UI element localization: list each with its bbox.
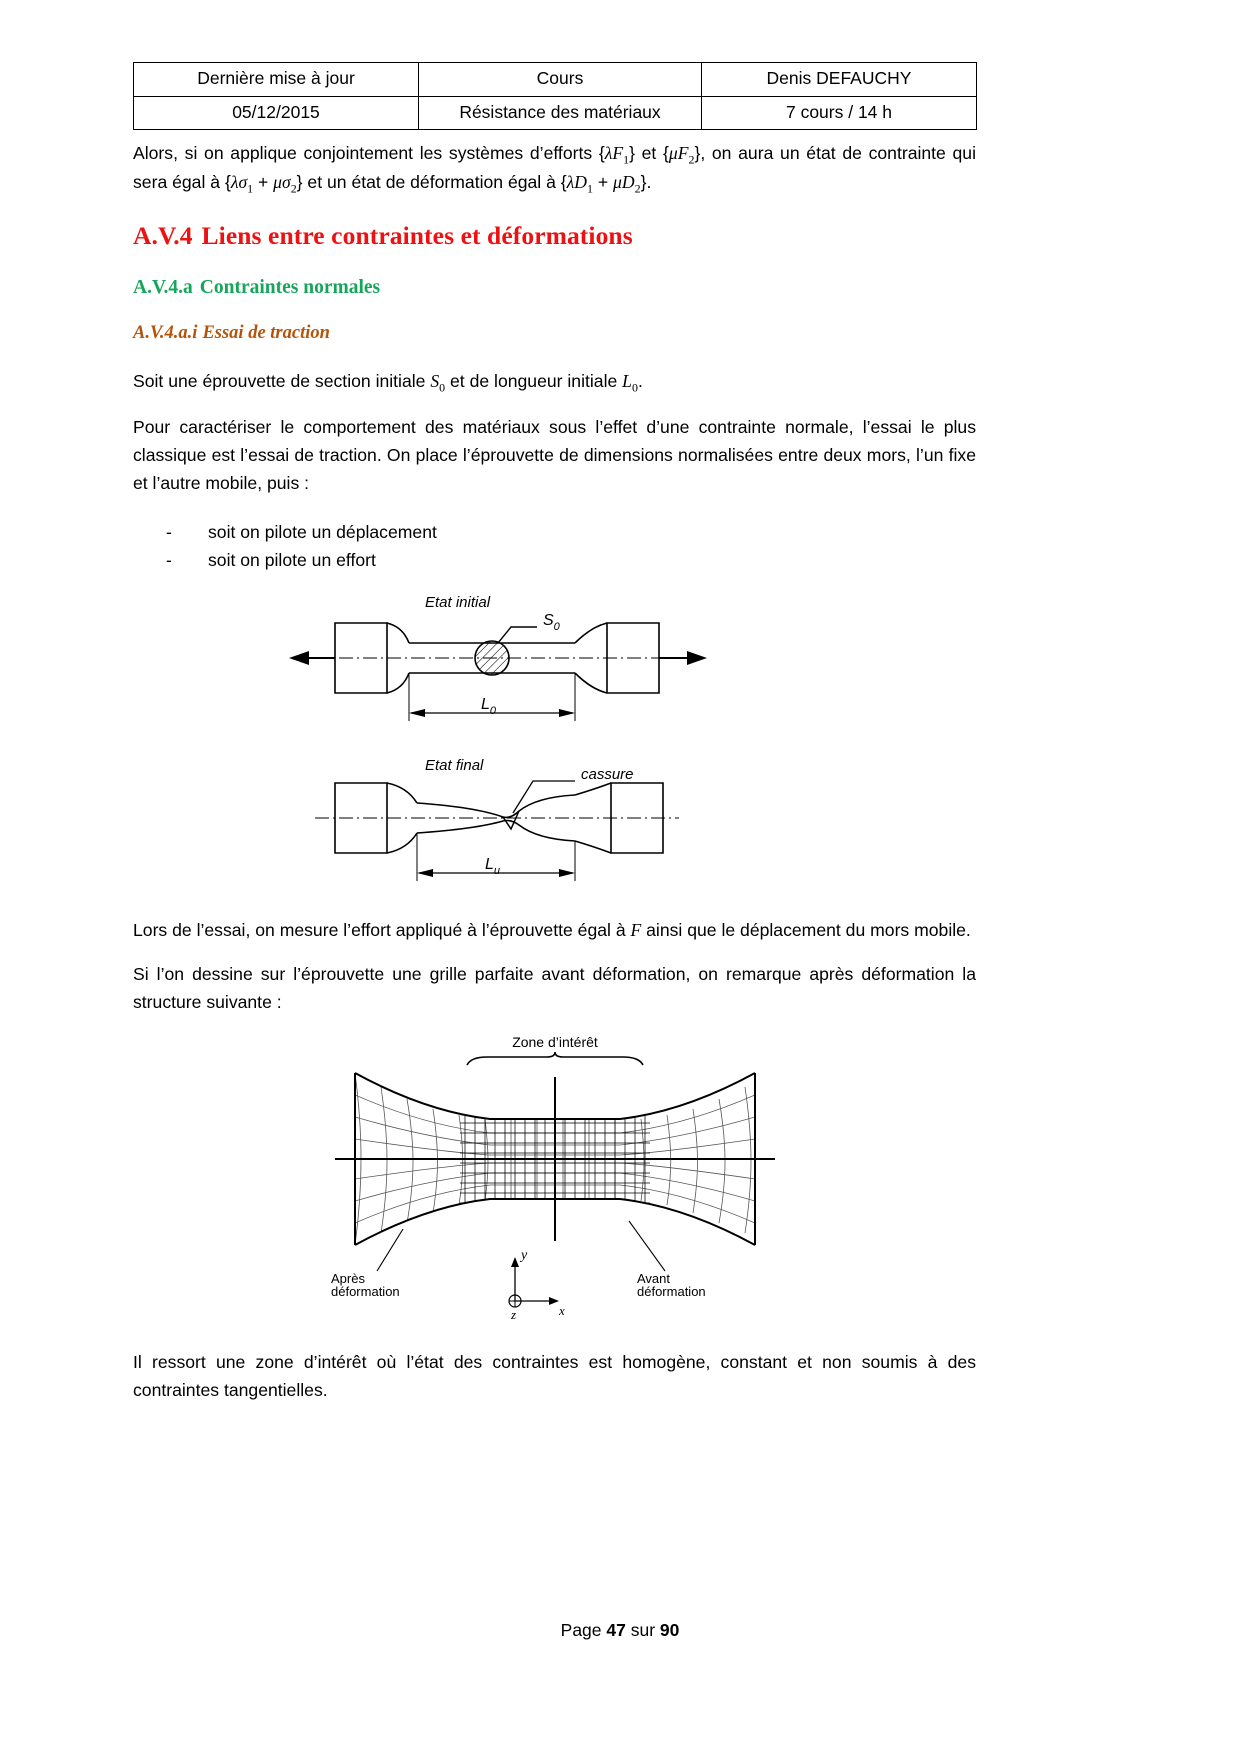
header-cell-course-value: Résistance des matériaux [419, 96, 702, 130]
axis-label-y: y [520, 1248, 527, 1264]
header-cell-author: Denis DEFAUCHY [702, 63, 977, 97]
brace-icon [467, 1052, 643, 1065]
page-footer [0, 1620, 1240, 1641]
dash-bullet: - [166, 550, 172, 571]
axis-label-z: z [510, 1307, 516, 1323]
header-cell-last-update-label: Dernière mise à jour [134, 63, 419, 97]
list-item-label: soit on pilote un effort [208, 550, 376, 571]
header-cell-hours-value: 7 cours / 14 h [702, 96, 977, 130]
text-fragment: }. [640, 172, 652, 193]
leader-avant [629, 1221, 665, 1271]
math-lambda-sigma1: $\lambda\sigma_1$ [230, 172, 254, 196]
text-fragment: } et { [629, 143, 669, 163]
figure-label-l0: $L_0$ [480, 695, 496, 717]
figure-label-apres-deformation: Après déformation [330, 1271, 400, 1300]
math-lambda-f1: $\lambda F_1$ [604, 143, 630, 167]
text-fragment: Soit une éprouvette de section initiale [133, 370, 431, 391]
math-l0: $L_0$ [622, 370, 638, 395]
text-fragment: ainsi que le déplacement du mors mobile. [641, 919, 971, 940]
footer-total-pages: 90 [659, 1620, 680, 1640]
figure-label-s0: $S_0$ [542, 611, 560, 633]
header-cell-course-label: Cours [419, 63, 702, 97]
math-mu-sigma2: $\mu\sigma_2$ [273, 172, 297, 196]
leader-apres [377, 1229, 403, 1271]
figure-grille-wrapper [133, 1033, 976, 1323]
dash-bullet: - [166, 521, 172, 542]
section-heading-level2 [133, 221, 976, 251]
list-item [133, 518, 976, 547]
subsection-number: A.V.4.a [133, 276, 193, 298]
section-heading-level3 [133, 277, 976, 299]
document-content [133, 140, 976, 1422]
list-item [133, 546, 976, 575]
figure-label-etat-initial: Etat initial [424, 593, 490, 611]
figure-tensile-specimen [275, 585, 835, 895]
text-fragment: et de longueur initiale [445, 370, 623, 391]
math-mu-f2: $\mu F_2$ [668, 143, 695, 167]
figure-label-cassure: cassure [580, 765, 634, 783]
text-fragment: + [592, 172, 614, 193]
paragraph-conclusion: Il ressort une zone d’intérêt où l’état des contraintes est homogène, constant et non soumis à des contraintes tangentielles. [133, 1352, 976, 1400]
footer-middle: sur [625, 1620, 660, 1640]
header-cell-date-value: 05/12/2015 [134, 96, 419, 130]
paragraph-superposition [133, 140, 976, 199]
paragraph-eprouvette [133, 368, 976, 397]
text-fragment: }, on aura un état de contrainte qui sera égal à { [133, 143, 977, 193]
table-row [134, 96, 977, 130]
footer-page-number: 47 [606, 1620, 626, 1640]
figure-label-zone-interet: Zone d’intérêt [511, 1034, 598, 1051]
paragraph-effort [133, 917, 976, 945]
section-number: A.V.4 [133, 220, 193, 250]
figure-label-etat-final: Etat final [424, 756, 483, 774]
text-fragment: + [253, 172, 274, 193]
subsection-title: Contraintes normales [199, 276, 381, 298]
section-heading-level4 [133, 323, 976, 344]
figure-traction-wrapper [133, 585, 976, 895]
math-s0: $S_0$ [430, 370, 446, 395]
coordinate-frame-icon [509, 1248, 565, 1322]
list-item-label: soit on pilote un déplacement [208, 521, 437, 542]
subsubsection-number: A.V.4.a.i [133, 322, 198, 343]
text-fragment: . [637, 370, 643, 391]
math-f: F [630, 919, 642, 940]
text-fragment: Lors de l’essai, on mesure l’effort appliqué à l’éprouvette égal à [133, 919, 631, 940]
paragraph-grille: Si l’on dessine sur l’éprouvette une grille parfaite avant déformation, on remarque après déformation la structure suivante : [133, 964, 976, 1013]
figure-deformed-grid [315, 1033, 795, 1323]
figure-label-lu: $L_u$ [484, 855, 500, 877]
math-mu-d2: $\mu D_2$ [613, 172, 641, 196]
math-lambda-d1: $\lambda D_1$ [566, 172, 593, 196]
axis-label-x: x [558, 1303, 565, 1319]
text-fragment: Alors, si on applique conjointement les systèmes d’efforts { [133, 143, 605, 163]
paragraph-caracteriser: Pour caractériser le comportement des matériaux sous l’effet d’une contrainte normale, l’essai le plus classique est l’essai de traction. On place l’éprouvette de dimensions normalisées entre deux mors, l’un fixe et l’autre mobile, puis : [133, 417, 976, 493]
document-header-table [133, 62, 977, 130]
subsubsection-title: Essai de traction [202, 322, 330, 343]
bullet-list-pilotage [133, 518, 976, 575]
footer-prefix: Page [560, 1620, 607, 1640]
text-fragment: } et un état de déformation égal à { [296, 172, 567, 193]
section-title: Liens entre contraintes et déformations [201, 220, 633, 250]
figure-label-avant-deformation: Avant déformation [636, 1271, 706, 1300]
table-row [134, 63, 977, 97]
